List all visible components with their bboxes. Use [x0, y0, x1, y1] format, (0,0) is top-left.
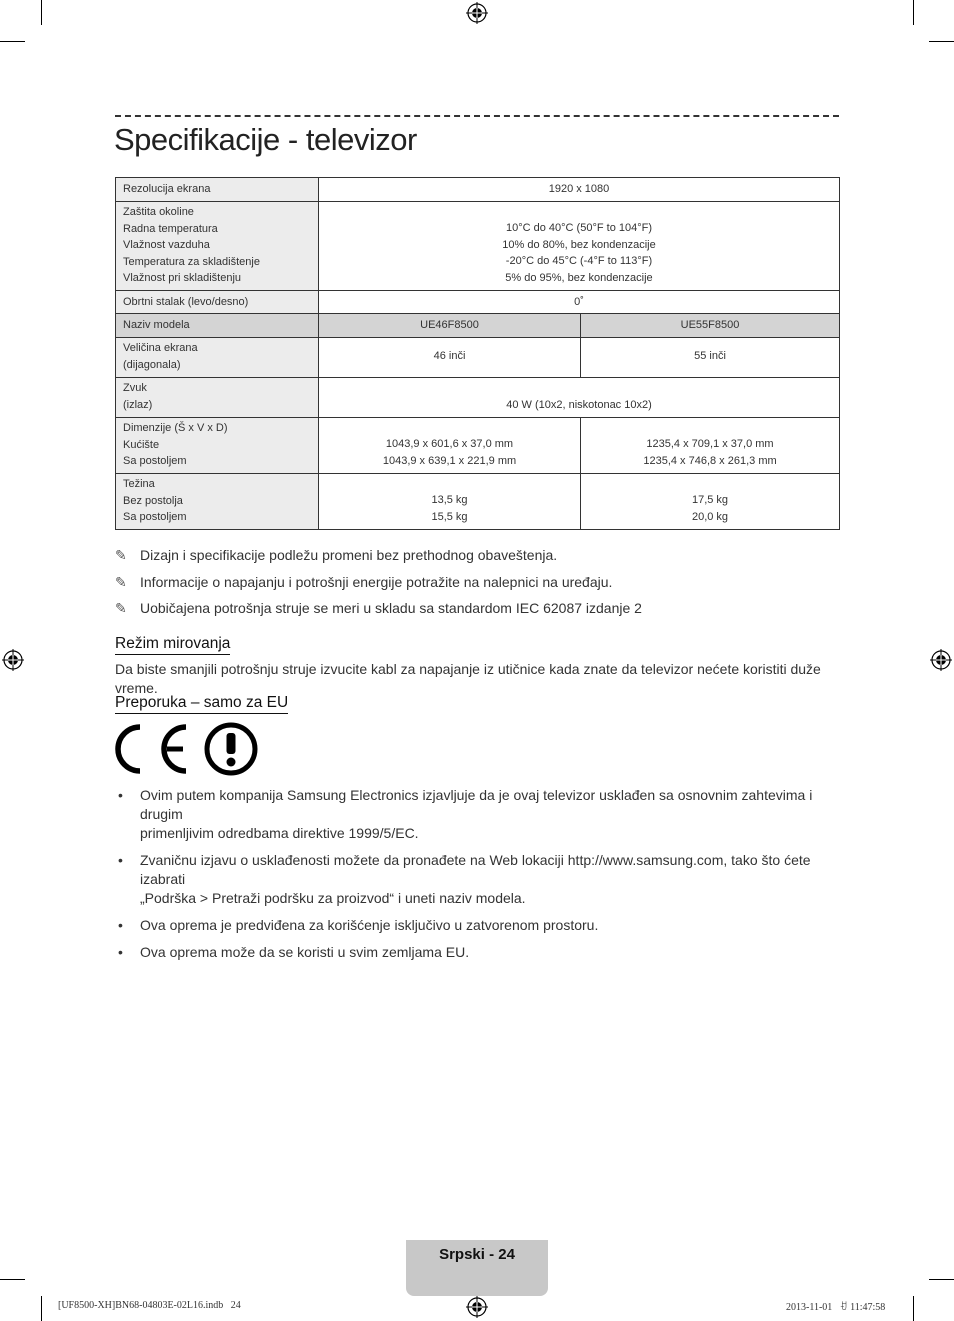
label-line: (dijagonala): [123, 358, 181, 371]
label-line: Vlažnost vazduha: [123, 239, 210, 251]
value-line: 10% do 80%, bez kondenzacije: [502, 238, 656, 251]
value-line: -20°C do 45°C (-4°F to 113°F): [505, 255, 653, 267]
bullet-icon: •: [118, 917, 123, 933]
row-label: [116, 418, 319, 474]
crop-mark: [41, 1296, 42, 1321]
value-line: 1043,9 x 601,6 x 37,0 mm: [385, 438, 514, 450]
print-slug-right: 2013-11-01 ꀀ 11:47:58: [786, 1302, 886, 1313]
note-item: [115, 598, 642, 625]
note-pencil-icon: ✎: [115, 547, 127, 563]
row-value: 0˚: [319, 291, 840, 314]
label-line: Kućište: [123, 438, 160, 451]
title-dashed-rule: [115, 115, 839, 117]
table-row: [116, 291, 840, 314]
bullet-icon: •: [118, 787, 123, 803]
bullet-line: primenljivim odredbama direktive 1999/5/EC.: [140, 825, 419, 841]
row-label: [116, 202, 319, 291]
row-value: 1920 x 1080: [319, 178, 840, 202]
value-line: 1235,4 x 746,8 x 261,3 mm: [643, 454, 777, 467]
label-line: Zvuk: [123, 382, 147, 394]
value-line: 5% do 95%, bez kondenzacije: [505, 271, 653, 284]
row-value: 55 inči: [581, 338, 840, 378]
crop-mark: [913, 1296, 914, 1321]
model-name: UE55F8500: [581, 314, 840, 338]
registration-mark-icon: [466, 2, 488, 24]
table-row-model: [116, 314, 840, 338]
eu-heading: Preporuka – samo za EU: [115, 694, 288, 714]
value-line: 20,0 kg: [691, 510, 729, 523]
crop-mark: [913, 0, 914, 25]
crop-mark: [929, 1279, 954, 1280]
bullet-line: Ova oprema je predviđena za korišćenje isključivo u zatvorenom prostoru.: [140, 917, 599, 933]
crop-mark: [0, 41, 25, 42]
value-line: 1043,9 x 639,1 x 221,9 mm: [382, 454, 517, 467]
label-line: Veličina ekrana: [123, 342, 198, 354]
standby-heading: Režim mirovanja: [115, 635, 230, 655]
notes-list: [115, 545, 642, 625]
label-line: Zaštita okoline: [123, 206, 194, 218]
table-row: [116, 474, 840, 530]
bullet-line: Ovim putem kompanija Samsung Electronics izjavljuje da je ovaj televizor usklađen sa osnovnim zahtevima i drugim: [140, 787, 813, 822]
row-label: [116, 474, 319, 530]
row-value: [581, 418, 840, 474]
table-row: [116, 202, 840, 291]
alert-class-2-icon: [204, 722, 258, 776]
label-line: Sa postoljem: [123, 455, 187, 467]
table-row: [116, 378, 840, 418]
crop-mark: [41, 0, 42, 25]
row-label: Rezolucija ekrana: [116, 178, 319, 202]
label-line: Vlažnost pri skladištenju: [123, 272, 242, 284]
list-item: [115, 943, 839, 962]
row-value: [319, 474, 581, 530]
row-value: 40 W (10x2, niskotonac 10x2): [319, 378, 840, 418]
row-value: 46 inči: [319, 338, 581, 378]
row-value: [319, 418, 581, 474]
table-row: [116, 178, 840, 202]
value-line: 1235,4 x 709,1 x 37,0 mm: [646, 438, 774, 450]
bullet-icon: •: [118, 852, 123, 868]
table-row: [116, 418, 840, 474]
label-line: Temperatura za skladištenje: [123, 255, 260, 268]
row-value: [581, 474, 840, 530]
label-line: (izlaz): [123, 398, 153, 411]
table-row: [116, 338, 840, 378]
value-line: 13,5 kg: [431, 494, 468, 506]
note-item: [115, 545, 642, 572]
registration-mark-icon: [930, 649, 952, 671]
note-item: [115, 572, 642, 599]
note-pencil-icon: ✎: [115, 573, 127, 590]
print-slug-left: [UF8500-XH]BN68-04803E-02L16.indb 24: [58, 1300, 241, 1311]
crop-mark: [0, 1279, 25, 1280]
eu-bullet-list: [115, 786, 839, 970]
list-item: [115, 786, 839, 843]
model-name: UE46F8500: [319, 314, 581, 338]
row-label: Obrtni stalak (levo/desno): [116, 291, 319, 314]
row-label: [116, 378, 319, 418]
page-number: Srpski - 24: [439, 1246, 515, 1263]
row-label: [116, 338, 319, 378]
label-line: Sa postoljem: [123, 511, 187, 523]
row-value: [319, 202, 840, 291]
note-pencil-icon: ✎: [115, 600, 127, 616]
page-title: Specifikacije - televizor: [114, 122, 417, 157]
value-line: 10°C do 40°C (50°F to 104°F): [506, 222, 652, 234]
bullet-line: Zvaničnu izjavu o usklađenosti možete da pronađete na Web lokaciji http://www.samsung.com, tako što ćete izabrati: [140, 852, 811, 887]
value-line: 17,5 kg: [691, 494, 729, 506]
note-text: Uobičajena potrošnja struje se meri u skladu sa standardom IEC 62087 izdanje 2: [140, 600, 642, 616]
registration-mark-icon: [2, 649, 24, 671]
crop-mark: [929, 41, 954, 42]
label-line: Radna temperatura: [123, 222, 218, 235]
list-item: [115, 851, 839, 908]
bullet-line: Ova oprema može da se koristi u svim zemljama EU.: [140, 944, 470, 960]
row-label: Naziv modela: [116, 314, 319, 338]
page-number-tab: [406, 1240, 548, 1296]
bullet-icon: •: [118, 944, 123, 960]
note-text: Dizajn i specifikacije podležu promeni bez prethodnog obaveštenja.: [140, 547, 558, 563]
registration-mark-icon: [466, 1296, 488, 1318]
list-item: [115, 916, 839, 935]
value-line: 15,5 kg: [431, 510, 468, 523]
note-text: Informacije o napajanju i potrošnji energije potražite na nalepnici na uređaju.: [140, 573, 613, 590]
label-line: Bez postolja: [123, 494, 183, 507]
standby-text: Da biste smanjili potrošnju struje izvucite kabl za napajanje iz utičnice kada znate da televizor nećete koristiti duže vreme.: [115, 661, 821, 696]
label-line: Težina: [123, 478, 155, 490]
spec-table: [115, 177, 840, 530]
ce-mark-icon: [115, 723, 195, 775]
bullet-line: „Podrška > Pretraži podršku za proizvod“ i uneti naziv modela.: [140, 890, 526, 906]
label-line: Dimenzije (Š x V x D): [123, 422, 228, 434]
